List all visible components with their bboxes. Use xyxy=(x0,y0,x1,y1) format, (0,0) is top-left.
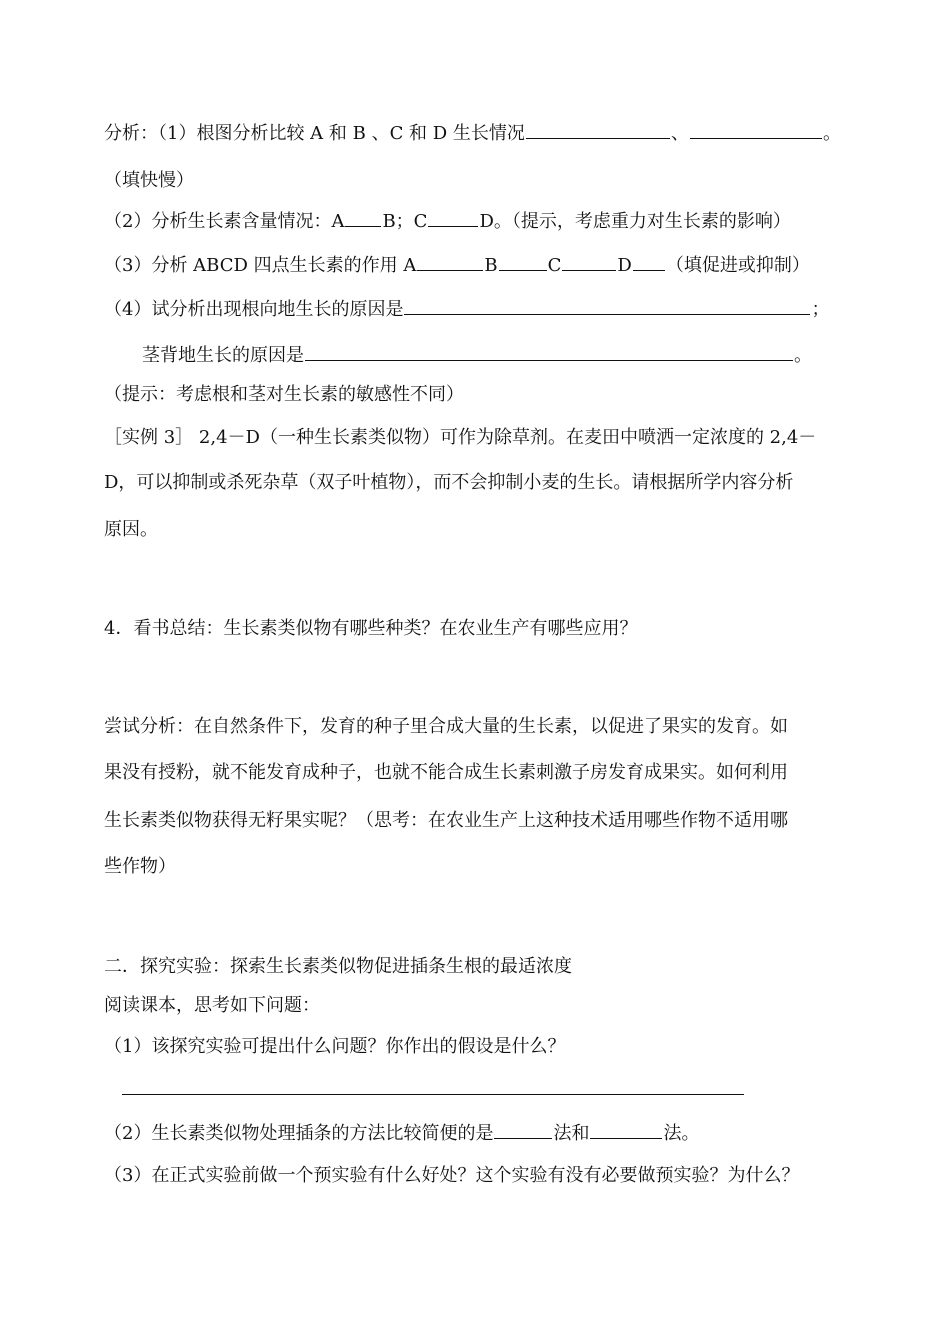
analysis-q1 xyxy=(104,120,841,147)
analysis-q4-text: （4）试分析出现根向地生长的原因是 xyxy=(104,299,404,320)
answer-rule[interactable] xyxy=(122,1094,744,1095)
answer-blank[interactable] xyxy=(494,1120,552,1139)
experiment-q2-text: （2）生长素类似物处理插条的方法比较简便的是 xyxy=(104,1123,494,1144)
try-analysis-line: 些作物） xyxy=(104,856,176,877)
answer-blank[interactable] xyxy=(417,252,483,271)
answer-blank[interactable] xyxy=(428,208,478,227)
analysis-q3-end: （填促进或抑制） xyxy=(665,255,810,276)
try-analysis-line: 尝试分析：在自然条件下，发育的种子里合成大量的生长素，以促进了果实的发育。如 xyxy=(104,716,788,737)
experiment-q1: （1）该探究实验可提出什么问题？你作出的假设是什么？ xyxy=(104,1036,566,1057)
example3-line: 原因。 xyxy=(104,519,158,540)
answer-blank[interactable] xyxy=(526,120,670,139)
analysis-q3-c: C xyxy=(547,255,562,276)
analysis-q4b-text: 茎背地生长的原因是 xyxy=(142,345,304,366)
try-analysis-line: 生长素类似物获得无籽果实呢？（思考：在农业生产上这种技术适用哪些作物不适用哪 xyxy=(104,810,788,831)
experiment-q2-mid: 法和 xyxy=(553,1123,590,1144)
analysis-q3-b: B xyxy=(484,255,498,276)
answer-blank[interactable] xyxy=(590,1120,662,1139)
answer-blank[interactable] xyxy=(305,342,793,361)
answer-blank[interactable] xyxy=(562,252,616,271)
section-4-heading: 4．看书总结：生长素类似物有哪些种类？在农业生产有哪些应用？ xyxy=(104,618,638,639)
experiment-q2-end: 法。 xyxy=(663,1123,700,1144)
analysis-q2-d: D。（提示，考虑重力对生长素的影响） xyxy=(479,211,791,232)
experiment-intro: 阅读课本，思考如下问题： xyxy=(104,995,320,1016)
analysis-q3-text: （3）分析 ABCD 四点生长素的作用 A xyxy=(104,255,417,276)
example3-line: ［实例 3］ 2,4－D（一种生长素类似物）可作为除草剂。在麦田中喷洒一定浓度的 2,4－ xyxy=(104,427,817,448)
experiment-title: 二．探究实验：探索生长素类似物促进插条生根的最适浓度 xyxy=(104,956,572,977)
analysis-hint: （提示：考虑根和茎对生长素的敏感性不同） xyxy=(104,384,464,405)
answer-blank[interactable] xyxy=(633,252,665,271)
analysis-q4b xyxy=(142,342,812,369)
analysis-q2 xyxy=(104,208,791,235)
answer-blank[interactable] xyxy=(404,296,810,315)
analysis-q2-text: （2）分析生长素含量情况：A xyxy=(104,211,345,232)
experiment-q3: （3）在正式实验前做一个预实验有什么好处？这个实验有没有必要做预实验？为什么？ xyxy=(104,1165,800,1186)
semicolon: ； xyxy=(811,299,830,320)
try-analysis-line: 果没有授粉，就不能发育成种子，也就不能合成生长素刺激子房发育成果实。如何利用 xyxy=(104,762,788,783)
experiment-q2 xyxy=(104,1120,699,1147)
separator: 、 xyxy=(670,123,689,144)
analysis-q3 xyxy=(104,252,810,279)
analysis-q1-note: （填快慢） xyxy=(104,170,194,191)
answer-blank[interactable] xyxy=(499,252,547,271)
analysis-q4 xyxy=(104,296,829,323)
analysis-q1-text: 分析：（1）根图分析比较 A 和 B 、C 和 D 生长情况 xyxy=(104,123,525,144)
answer-blank[interactable] xyxy=(345,208,381,227)
answer-blank[interactable] xyxy=(690,120,822,139)
period: 。 xyxy=(794,345,812,366)
analysis-q2-b: B；C xyxy=(382,211,428,232)
example3-line: D，可以抑制或杀死杂草（双子叶植物），而不会抑制小麦的生长。请根据所学内容分析 xyxy=(104,472,794,493)
period: 。 xyxy=(822,123,841,144)
analysis-q3-d: D xyxy=(617,255,632,276)
